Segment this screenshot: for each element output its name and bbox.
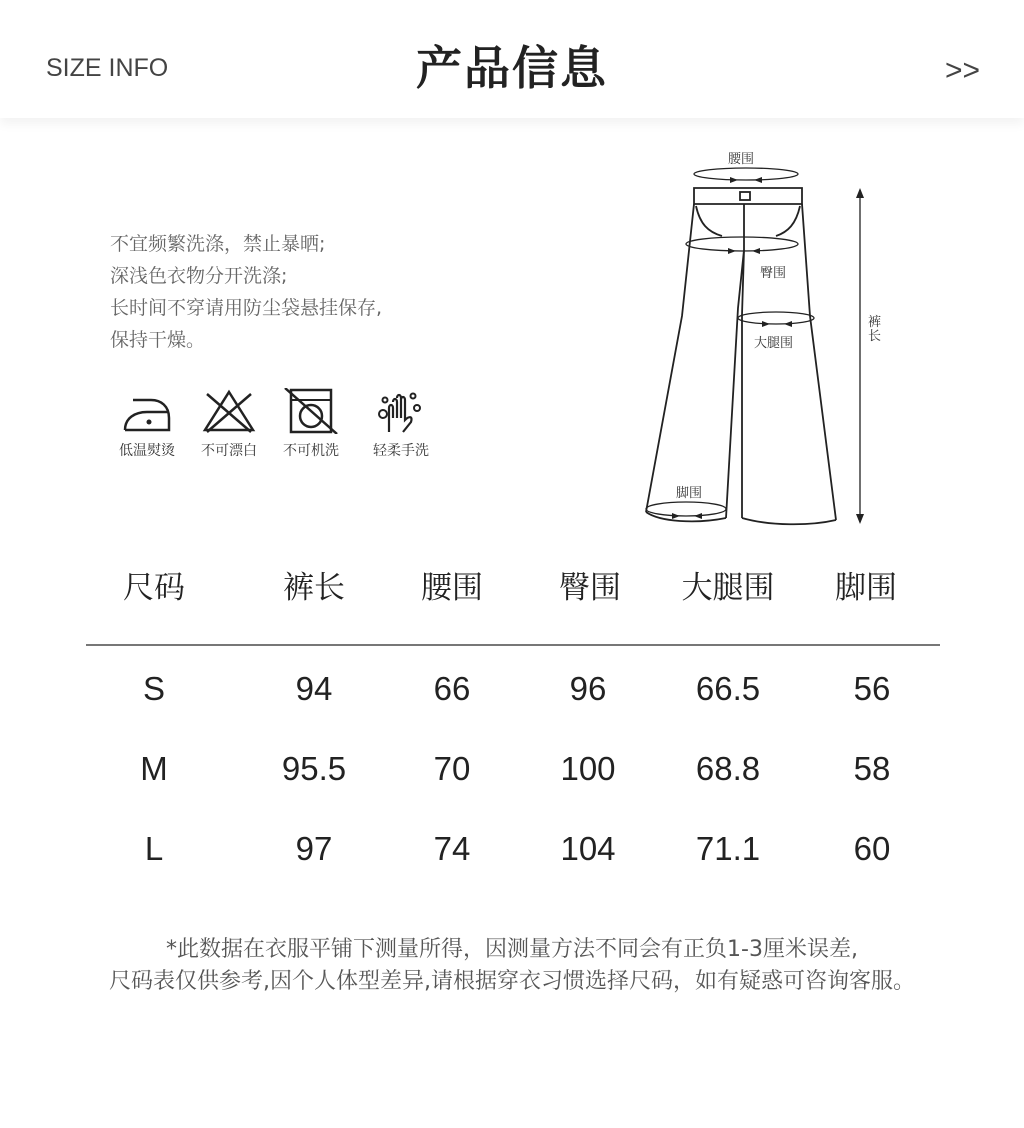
header-cell: 腰围 (421, 570, 483, 606)
table-row (86, 830, 940, 890)
care-line: 长时间不穿请用防尘袋悬挂保存, (110, 297, 383, 319)
care-line: 不宜频繁洗涤，禁止暴晒; (110, 233, 326, 255)
care-item-iron (104, 388, 190, 460)
table-cell: 96 (569, 670, 607, 707)
care-item-bleach (186, 388, 272, 460)
waist-label: 腰围 (728, 152, 755, 167)
length-label: 裤长 (868, 315, 882, 344)
pants-diagram (630, 140, 890, 535)
table-cell: 70 (433, 750, 471, 787)
table-cell: L (144, 830, 164, 867)
hem-label: 脚围 (676, 486, 703, 501)
note-line-1: *此数据在衣服平铺下测量所得，因测量方法不同会有正负1-3厘米误差, (166, 937, 858, 962)
table-cell: S (142, 670, 165, 707)
table-divider (86, 644, 940, 646)
care-instructions (110, 228, 382, 356)
hand-wash-icon (371, 388, 431, 434)
table-cell: 71.1 (695, 830, 761, 867)
note-line-2: 尺码表仅供参考,因个人体型差异,请根据穿衣习惯选择尺码，如有疑惑可咨询客服。 (109, 969, 915, 994)
table-cell: 100 (560, 750, 616, 787)
care-label: 低温熨烫 (119, 443, 175, 459)
table-row (86, 750, 940, 810)
header-cell: 尺码 (123, 570, 185, 606)
header-cell: 裤长 (283, 570, 345, 606)
header-bar (0, 0, 1024, 118)
table-header (86, 548, 940, 618)
care-icons (104, 388, 464, 478)
table-cell: M (140, 750, 168, 787)
table-cell: 66 (433, 670, 471, 707)
care-label: 不可漂白 (201, 443, 257, 459)
table-cell: 74 (433, 830, 471, 867)
page-title: 产品信息 (416, 41, 608, 95)
hip-label: 臀围 (760, 266, 787, 281)
care-label: 不可机洗 (283, 443, 339, 459)
care-label: 轻柔手洗 (373, 443, 429, 459)
next-arrow[interactable]: >> (944, 54, 980, 87)
header-cell: 大腿围 (681, 570, 775, 606)
care-item-machine (268, 388, 354, 460)
no-machine-wash-icon (281, 388, 341, 434)
care-line: 保持干燥。 (110, 329, 206, 351)
care-item-handwash (358, 388, 444, 460)
table-cell: 68.8 (695, 750, 761, 787)
table-cell: 60 (853, 830, 891, 867)
table-cell: 97 (295, 830, 333, 867)
size-info-label: SIZE INFO (46, 54, 169, 82)
header-cell: 脚围 (835, 570, 897, 606)
table-cell: 58 (853, 750, 891, 787)
header-cell: 臀围 (559, 570, 621, 606)
table-cell: 56 (853, 670, 891, 707)
low-temp-iron-icon (117, 388, 177, 434)
care-line: 深浅色衣物分开洗涤; (110, 265, 288, 287)
table-cell: 95.5 (281, 750, 347, 787)
thigh-label: 大腿围 (754, 336, 794, 351)
table-row (86, 670, 940, 730)
table-cell: 94 (295, 670, 333, 707)
no-bleach-icon (199, 388, 259, 434)
table-cell: 66.5 (695, 670, 761, 707)
table-cell: 104 (560, 830, 616, 867)
